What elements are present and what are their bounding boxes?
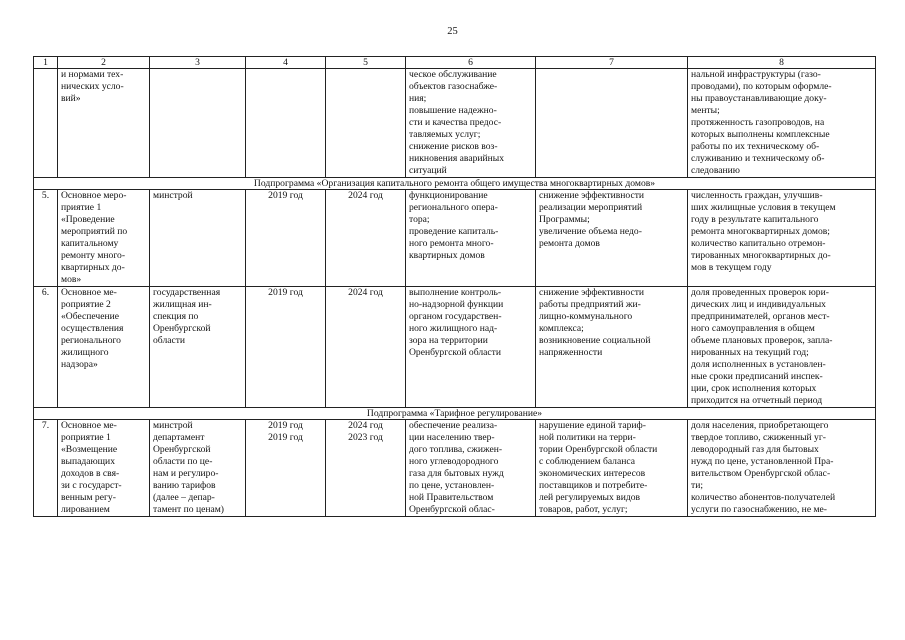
cell-text-line: тированных многоквартирных до-: [691, 250, 831, 261]
cell-text-line: вительством Оренбургской облас-: [691, 468, 831, 479]
cell-text-line: роприятие 2: [61, 299, 111, 310]
cell-text-line: ного ремонта много-: [409, 238, 494, 249]
subprogram-title: Подпрограмма «Организация капитального ремонта общего имущества многоквартирных домов»: [34, 178, 876, 190]
table-cell: [150, 190, 246, 287]
cell-text-line: 2019 год: [268, 420, 303, 431]
table-row: [34, 69, 876, 178]
cell-text-line: «Обеспечение: [61, 311, 119, 322]
cell-text-line: повышение надежно-: [409, 105, 497, 116]
cell-text-line: увеличение объема недо-: [539, 226, 642, 237]
cell-text-line: которых выполнены комплексные: [691, 129, 830, 140]
cell-text-line: функционирование: [409, 190, 488, 201]
cell-text-line: 2024 год: [348, 190, 383, 201]
cell-text-line: 2023 год: [348, 432, 383, 443]
cell-text-line: году в результате капитального: [691, 214, 819, 225]
cell-text-line: 2024 год: [348, 287, 383, 298]
cell-text-line: но-надзорной функции: [409, 299, 504, 310]
cell-text-line: доля исполненных в установлен-: [691, 359, 826, 370]
program-measures-table: [33, 56, 876, 517]
cell-text-line: мов»: [61, 274, 82, 285]
cell-text-line: (далее – депар-: [153, 492, 215, 503]
cell-text-line: обеспечение реализа-: [409, 420, 498, 431]
cell-text-line: доля населения, приобретающего: [691, 420, 829, 431]
cell-text-line: ции населению твер-: [409, 432, 495, 443]
cell-text-line: Основное ме-: [61, 420, 117, 431]
cell-text-line: сти и качества предос-: [409, 117, 502, 128]
cell-text-line: и нормами тех-: [61, 69, 124, 80]
cell-text-line: минстрой: [153, 420, 193, 431]
table-cell: [34, 190, 58, 287]
cell-text-line: нальной инфраструктуры (газо-: [691, 69, 821, 80]
cell-text-line: комплекса;: [539, 323, 584, 334]
cell-text-line: выполнение контроль-: [409, 287, 502, 298]
table-cell: [688, 420, 876, 517]
cell-text-line: роприятие 1: [61, 432, 111, 443]
cell-text-line: ны правоустанавливающие доку-: [691, 93, 827, 104]
table-cell: [246, 69, 326, 178]
cell-text-line: «Проведение: [61, 214, 115, 225]
cell-text-line: минстрой: [153, 190, 193, 201]
column-number: 1: [34, 57, 58, 69]
cell-text-line: ситуаций: [409, 165, 447, 176]
cell-text-line: нам и регулиро-: [153, 468, 219, 479]
column-number-row: [34, 57, 876, 69]
cell-text-line: тории Оренбургской области: [539, 444, 658, 455]
cell-text-line: тамент по ценам): [153, 504, 225, 515]
column-number: 8: [688, 57, 876, 69]
table-cell: [688, 287, 876, 408]
cell-text-line: лей регулируемых видов: [539, 492, 641, 503]
cell-text-line: Основное меро-: [61, 190, 127, 201]
table-cell: [58, 190, 150, 287]
cell-text-line: протяженность газопроводов, на: [691, 117, 825, 128]
column-number: 7: [536, 57, 688, 69]
cell-text-line: по цене, установлен-: [409, 480, 495, 491]
table-cell: [536, 69, 688, 178]
cell-text-line: нужд по цене, установленной Пра-: [691, 456, 834, 467]
cell-text-line: мероприятий по: [61, 226, 128, 237]
table-cell: [246, 190, 326, 287]
column-number: 2: [58, 57, 150, 69]
cell-text-line: ремонту много-: [61, 250, 126, 261]
cell-text-line: Оренбургской: [153, 444, 211, 455]
table-cell: [150, 420, 246, 517]
cell-text-line: проведение капиталь-: [409, 226, 499, 237]
cell-text-line: снижение рисков воз-: [409, 141, 498, 152]
cell-text-line: Оренбургской области: [409, 347, 501, 358]
cell-text-line: регионального: [61, 335, 121, 346]
cell-text-line: 6.: [41, 287, 50, 298]
cell-text-line: ческое обслуживание: [409, 69, 497, 80]
cell-text-line: ванию тарифов: [153, 480, 216, 491]
subprogram-heading-row: [34, 178, 876, 190]
cell-text-line: венным регу-: [61, 492, 116, 503]
cell-text-line: нических усло-: [61, 81, 124, 92]
cell-text-line: ших жилищные условия в текущем: [691, 202, 836, 213]
cell-text-line: 2019 год: [268, 190, 303, 201]
column-number: 6: [406, 57, 536, 69]
cell-text-line: с соблюдением баланса: [539, 456, 635, 467]
table-cell: [406, 190, 536, 287]
cell-text-line: 5.: [41, 190, 50, 201]
cell-text-line: Оренбургской: [153, 323, 211, 334]
cell-text-line: приходится на отчетный период: [691, 395, 823, 406]
cell-text-line: количество капитально отремон-: [691, 238, 826, 249]
cell-text-line: поставщиков и потребите-: [539, 480, 648, 491]
cell-text-line: приятие 1: [61, 202, 102, 213]
cell-text-line: области: [153, 335, 186, 346]
cell-text-line: ремонта домов: [539, 238, 600, 249]
table-cell: [326, 420, 406, 517]
cell-text-line: объектов газоснабже-: [409, 81, 498, 92]
table-cell: [536, 420, 688, 517]
cell-text-line: нированных на текущий год;: [691, 347, 809, 358]
cell-text-line: вий»: [61, 93, 81, 104]
table-cell: [406, 420, 536, 517]
cell-text-line: 2024 год: [348, 420, 383, 431]
cell-text-line: товаров, работ, услуг;: [539, 504, 628, 515]
cell-text-line: 7.: [41, 420, 50, 431]
cell-text-line: выпадающих: [61, 456, 115, 467]
cell-text-line: дого топлива, сжижен-: [409, 444, 503, 455]
table-cell: [688, 190, 876, 287]
cell-text-line: Оренбургской облас-: [409, 504, 495, 515]
cell-text-line: департамент: [153, 432, 205, 443]
cell-text-line: капитальному: [61, 238, 119, 249]
cell-text-line: ния;: [409, 93, 427, 104]
cell-text-line: менты;: [691, 105, 720, 116]
cell-text-line: лищно-коммунального: [539, 311, 633, 322]
cell-text-line: квартирных до-: [61, 262, 125, 273]
cell-text-line: предпринимателей, органов мест-: [691, 311, 830, 322]
cell-text-line: лированием: [61, 504, 110, 515]
cell-text-line: ного самоуправления в общем: [691, 323, 815, 334]
table-cell: [58, 420, 150, 517]
table-cell: [34, 69, 58, 178]
table-cell: [58, 287, 150, 408]
table-row: [34, 190, 876, 287]
cell-text-line: 2019 год: [268, 287, 303, 298]
table-cell: [246, 420, 326, 517]
column-number: 3: [150, 57, 246, 69]
table-cell: [688, 69, 876, 178]
cell-text-line: услуги по газоснабжению, не ме-: [691, 504, 827, 515]
cell-text-line: тавляемых услуг;: [409, 129, 481, 140]
cell-text-line: ремонта многоквартирных домов;: [691, 226, 830, 237]
cell-text-line: служиванию и техническому об-: [691, 153, 825, 164]
cell-text-line: спекция по: [153, 311, 199, 322]
table-cell: [150, 69, 246, 178]
table-cell: [34, 287, 58, 408]
cell-text-line: напряженности: [539, 347, 603, 358]
cell-text-line: мов в текущем году: [691, 262, 772, 273]
cell-text-line: зора на территории: [409, 335, 488, 346]
cell-text-line: доходов в свя-: [61, 468, 120, 479]
page-number: 25: [447, 26, 458, 37]
cell-text-line: «Возмещение: [61, 444, 118, 455]
table-cell: [326, 287, 406, 408]
cell-text-line: государственная: [153, 287, 221, 298]
table-row: [34, 287, 876, 408]
subprogram-heading-row: [34, 408, 876, 420]
table-cell: [536, 287, 688, 408]
cell-text-line: органом государствен-: [409, 311, 502, 322]
table-cell: [536, 190, 688, 287]
cell-text-line: ти;: [691, 480, 703, 491]
cell-text-line: реализации мероприятий: [539, 202, 643, 213]
cell-text-line: количество абонентов-получателей: [691, 492, 836, 503]
cell-text-line: 2019 год: [268, 432, 303, 443]
cell-text-line: твердое топливо, сжиженный уг-: [691, 432, 826, 443]
cell-text-line: надзора»: [61, 359, 98, 370]
column-number: 5: [326, 57, 406, 69]
table-cell: [326, 69, 406, 178]
cell-text-line: Программы;: [539, 214, 590, 225]
cell-text-line: следованию: [691, 165, 740, 176]
cell-text-line: работы предприятий жи-: [539, 299, 641, 310]
cell-text-line: ного жилищного над-: [409, 323, 498, 334]
cell-text-line: зи с государст-: [61, 480, 122, 491]
table-cell: [246, 287, 326, 408]
cell-text-line: жилищная ин-: [153, 299, 212, 310]
cell-text-line: регионального опера-: [409, 202, 498, 213]
cell-text-line: никновения аварийных: [409, 153, 505, 164]
cell-text-line: возникновение социальной: [539, 335, 651, 346]
cell-text-line: проводами), по которым оформле-: [691, 81, 832, 92]
table-row: [34, 420, 876, 517]
cell-text-line: газа для бытовых нужд: [409, 468, 504, 479]
cell-text-line: ции, срок исполнения которых: [691, 383, 817, 394]
cell-text-line: области по це-: [153, 456, 213, 467]
cell-text-line: снижение эффективности: [539, 190, 645, 201]
cell-text-line: осуществления: [61, 323, 124, 334]
cell-text-line: леводородный газ для бытовых: [691, 444, 819, 455]
table-cell: [150, 287, 246, 408]
cell-text-line: численность граждан, улучшив-: [691, 190, 823, 201]
cell-text-line: ной политики на терри-: [539, 432, 636, 443]
cell-text-line: жилищного: [61, 347, 109, 358]
table-cell: [34, 420, 58, 517]
cell-text-line: ные сроки предписаний инспек-: [691, 371, 823, 382]
table-cell: [58, 69, 150, 178]
table-cell: [406, 287, 536, 408]
cell-text-line: доля проведенных проверок юри-: [691, 287, 829, 298]
column-number: 4: [246, 57, 326, 69]
cell-text-line: работы по их техническому об-: [691, 141, 820, 152]
cell-text-line: квартирных домов: [409, 250, 485, 261]
cell-text-line: ной Правительством: [409, 492, 494, 503]
cell-text-line: дических лиц и индивидуальных: [691, 299, 826, 310]
cell-text-line: тора;: [409, 214, 430, 225]
subprogram-title: Подпрограмма «Тарифное регулирование»: [34, 408, 876, 420]
cell-text-line: снижение эффективности: [539, 287, 645, 298]
cell-text-line: экономических интересов: [539, 468, 646, 479]
cell-text-line: нарушение единой тариф-: [539, 420, 646, 431]
table-cell: [326, 190, 406, 287]
cell-text-line: объеме плановых проверок, запла-: [691, 335, 833, 346]
cell-text-line: Основное ме-: [61, 287, 117, 298]
table-cell: [406, 69, 536, 178]
cell-text-line: ного углеводородного: [409, 456, 499, 467]
